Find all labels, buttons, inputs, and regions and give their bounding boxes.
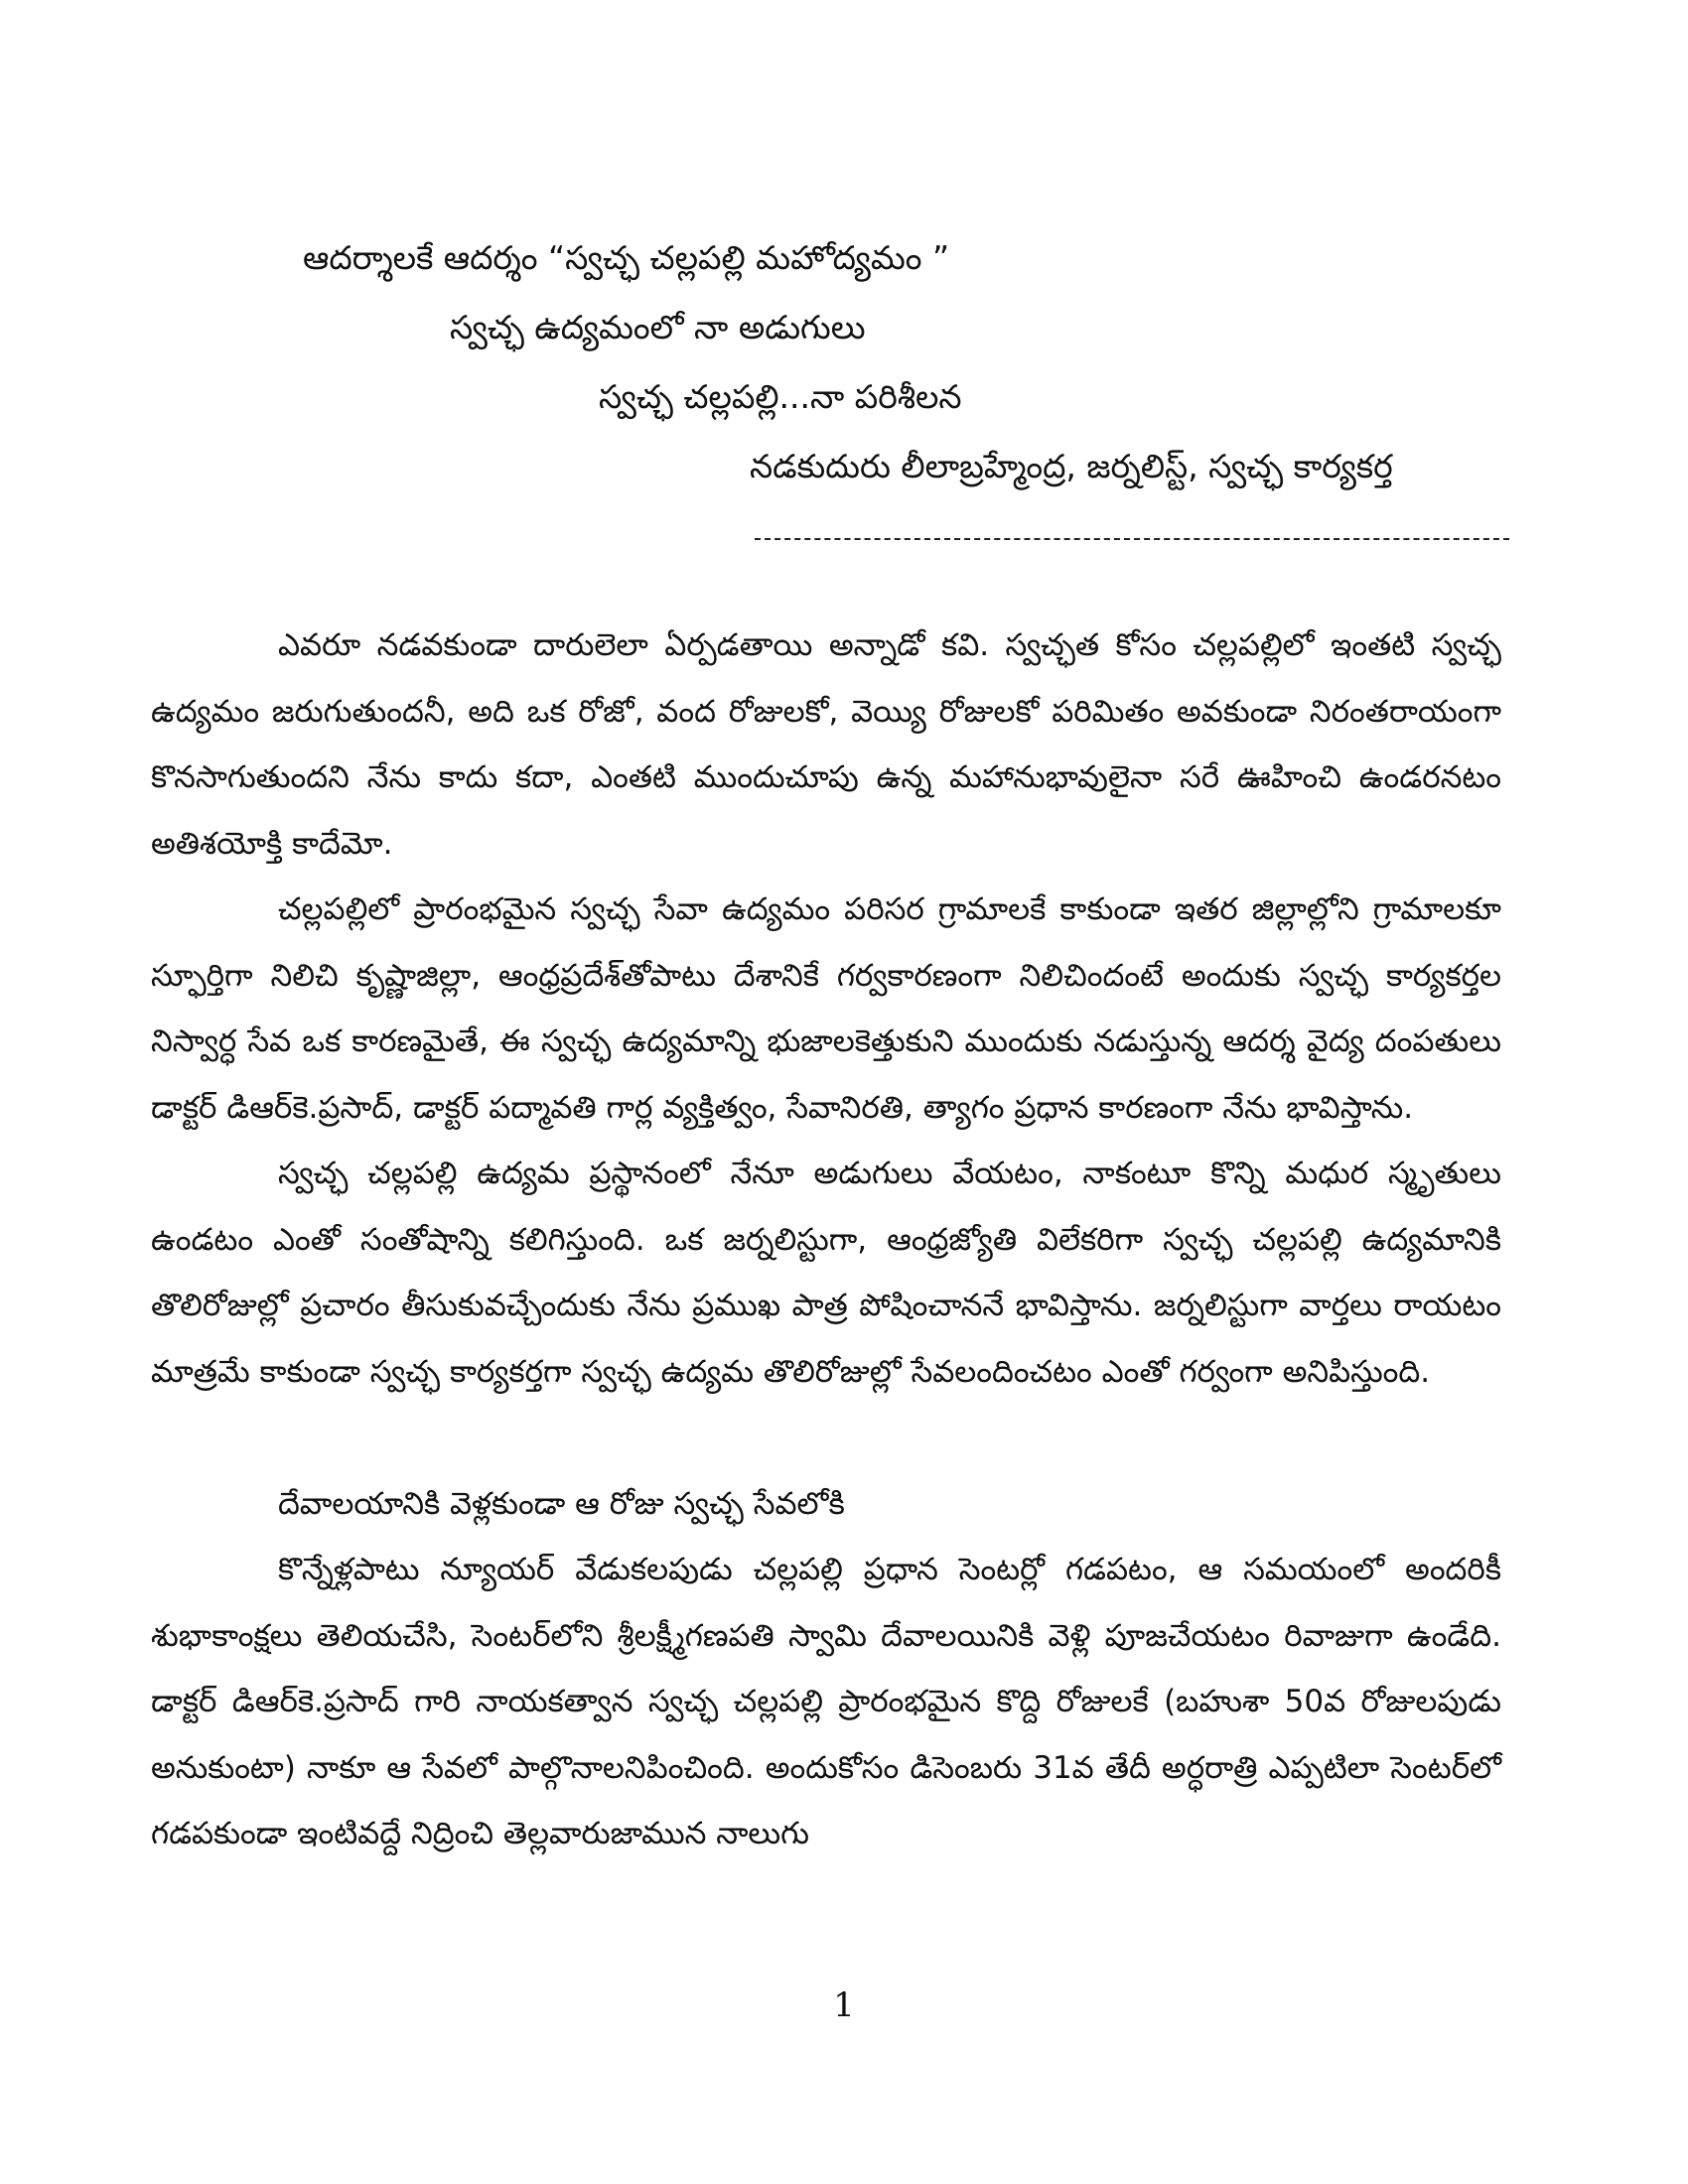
paragraph-3: స్వచ్ఛ చల్లపల్లి ఉద్యమ ప్రస్థానంలో నేనూ అడుగులు వేయటం, నాకంటూ కొన్ని మధుర స్మృతులు ఉండటం ఎంతో సంతోషాన్ని కలిగిస్తుంది. ఒక జర్నలిస్టుగా, ఆంధ్రజ్యోతి విలేకరిగా స్వచ్ఛ చల్లపల్లి ఉద్యమానికి తొలిరోజుల్లో ప్రచారం తీసుకువచ్చేందుకు నేను ప్రముఖ పాత్ర పోషించాననే భావిస్తాను. జర్నలిస్టుగా వార్తలు రాయటం మాత్రమే కాకుండా స్వచ్ఛ కార్యకర్తగా స్వచ్ఛ ఉద్యమ తొలిరోజుల్లో సేవలందించటం ఎంతో గర్వంగా అనిపిస్తుంది.	[151, 1156, 1501, 1390]
paragraph-2: చల్లపల్లిలో ప్రారంభమైన స్వచ్ఛ సేవా ఉద్యమం పరిసర గ్రామాలకే కాకుండా ఇతర జిల్లాల్లోని గ్రామాలకూ స్ఫూర్తిగా నిలిచి కృష్ణాజిల్లా, ఆంధ్రప్రదేశ్‌తోపాటు దేశానికే గర్వకారణంగా నిలిచిందంటే అందుకు స్వచ్ఛ కార్యకర్తల నిస్వార్ధ సేవ ఒక కారణమైతే, ఈ స్వచ్ఛ ఉద్యమాన్ని భుజాలకెత్తుకుని ముందుకు నడుస్తున్న ఆదర్శ వైద్య దంపతులు డాక్టర్ డిఆర్‌కె.ప్రసాద్, డాక్టర్ పద్మావతి గార్ల వ్యక్తిత్వం, సేవానిరతి, త్యాగం ప్రధాన కారణంగా నేను భావిస్తాను.	[151, 891, 1501, 1126]
paragraph-4: కొన్నేళ్లపాటు న్యూయర్ వేడుకలపుడు చల్లపల్లి ప్రధాన సెంటర్లో గడపటం, ఆ సమయంలో అందరికీ శుభాకాంక్షలు తెలియచేసి, సెంటర్‌లోని శ్రీలక్ష్మీగణపతి స్వామి దేవాలయినికి వెళ్లి పూజచేయటం రివాజుగా ఉండేది. డాక్టర్ డిఆర్‌కె.ప్రసాద్ గారి నాయకత్వాన స్వచ్ఛ చల్లపల్లి ప్రారంభమైన కొద్ది రోజులకే (బహుశా 50వ రోజులపుడు అనుకుంటా) నాకూ ఆ సేవలో పాల్గొనాలనిపించింది. అందుకోసం డిసెంబరు 31వ తేదీ అర్ధరాత్రి ఎప్పటిలా సెంటర్‌లో గడపకుండా ఇంటివద్దే నిద్రించి తెల్లవారుజామున నాలుగు	[151, 1552, 1501, 1851]
paragraph-1: ఎవరూ నడవకుండా దారులెలా ఏర్పడతాయి అన్నాడో కవి. స్వచ్ఛత కోసం చల్లపల్లిలో ఇంతటి స్వచ్ఛ ఉద్యమం జరుగుతుందనీ, అది ఒక రోజో, వంద రోజులకో, వెయ్యి రోజులకో పరిమితం అవకుండా నిరంతరాయంగా కొనసాగుతుందని నేను కాదు కదా, ఎంతటి ముందుచూపు ఉన్న మహానుభావులైనా సరే ఊహించి ఉండరనటం అతిశయోక్తి కాదేమో.	[151, 627, 1501, 862]
title-line-1: ఆదర్శాలకే ఆదర్శం “స్వచ్ఛ చల్లపల్లి మహోద్యమం ”	[303, 238, 950, 277]
dashed-divider	[755, 538, 1509, 540]
author-line: నడకుదురు లీలాబ్రహ్మేంద్ర, జర్నలిస్ట్, స్వచ్ఛ కార్యకర్త	[750, 447, 1393, 485]
section-subheading: దేవాలయానికి వెళ్లకుండా ఆ రోజు స్వచ్ఛ సేవలోకి	[278, 1486, 845, 1522]
title-line-2: స్వచ్ఛ ఉద్యమంలో నా అడుగులు	[450, 308, 866, 346]
body-section-2	[151, 1537, 1501, 1867]
body-section-1	[151, 613, 1501, 1405]
page-number: 1	[833, 1985, 855, 2025]
title-line-3: స్వచ్ఛ చల్లపల్లి...నా పరిశీలన	[599, 377, 962, 416]
